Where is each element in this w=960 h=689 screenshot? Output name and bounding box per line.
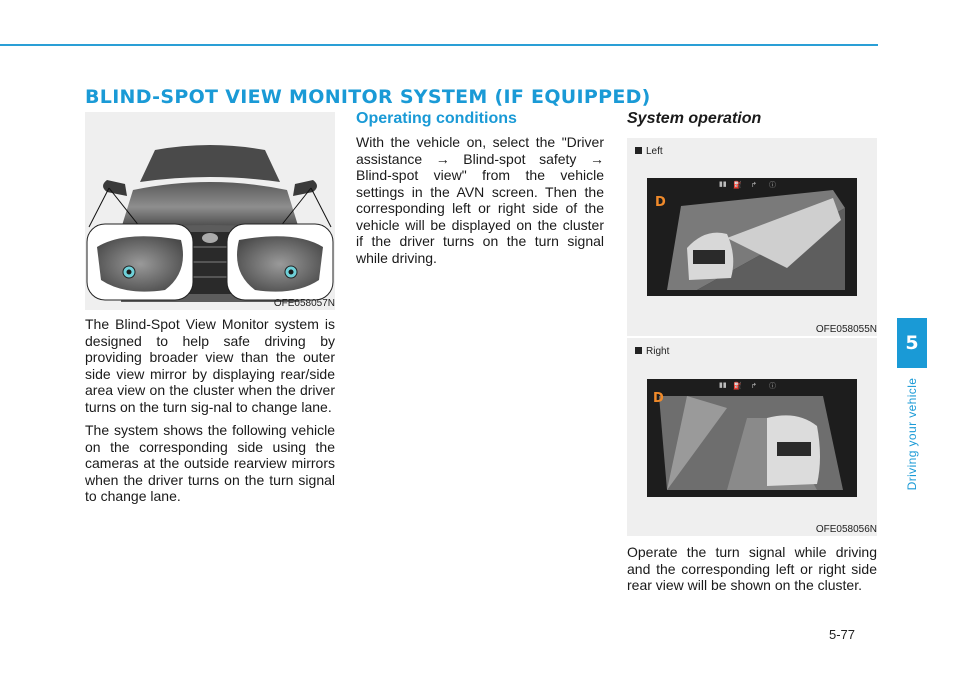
cluster-screen-left — [627, 138, 877, 336]
gear-indicator: D — [655, 195, 666, 210]
figure-caption-right: OFE058056N — [815, 524, 877, 535]
cluster-screen-right — [627, 338, 877, 536]
svg-text:⛽: ⛽ — [733, 382, 742, 390]
left-column-body — [85, 316, 335, 512]
middle-column-body — [356, 134, 604, 273]
svg-text:▮▮: ▮▮ — [719, 180, 727, 188]
figure-caption-car: OFE058057N — [273, 298, 335, 309]
top-rule — [0, 44, 878, 46]
svg-text:↱: ↱ — [751, 382, 757, 390]
paragraph: Operate the turn signal while driving and the corresponding left or right side rear view will be shown on the cluster. — [627, 544, 877, 593]
system-operation-heading: System operation — [627, 110, 762, 127]
chapter-title-vertical: Driving your vehicle — [905, 377, 919, 491]
paragraph: The Blind-Spot View Monitor system is designed to help safe driving by providing broader view than the outer side view mirror by displaying rear/side area view on the cluster when the driver turns on the turn sig-nal to change lane. — [85, 316, 335, 415]
svg-text:⛽: ⛽ — [733, 181, 742, 189]
operating-conditions-heading: Operating conditions — [356, 110, 517, 127]
panel-label: Left — [635, 146, 663, 157]
car-mirror-camera-figure — [85, 112, 335, 310]
figure-caption-left: OFE058055N — [815, 324, 877, 335]
svg-text:▮▮: ▮▮ — [719, 381, 727, 389]
paragraph: The system shows the following vehicle on the corresponding side using the cameras at the outside rearview mirrors when the driver turns on the turn signal to change lane. — [85, 422, 335, 504]
svg-text:ⓘ: ⓘ — [769, 181, 776, 189]
cluster-view-left-figure — [627, 138, 877, 336]
page-title: BLIND-SPOT VIEW MONITOR SYSTEM (IF EQUIPPED) — [85, 86, 651, 108]
paragraph: With the vehicle on, select the "Driver assistance → Blind-spot safety → Blind-spot view" from the vehicle settings in the AVN screen. Then the corresponding left or right side of the vehicle will be displayed on the cluster if the driver turns on the turn signal while driving. — [356, 134, 604, 266]
svg-text:ⓘ: ⓘ — [769, 382, 776, 390]
svg-text:↱: ↱ — [751, 181, 757, 189]
cluster-view-right-figure — [627, 338, 877, 536]
page-number: 5-77 — [829, 627, 856, 642]
right-column-body — [627, 544, 877, 601]
car-illustration — [85, 112, 335, 310]
panel-label: Right — [635, 346, 669, 357]
gear-indicator: D — [653, 391, 664, 406]
chapter-number-tab: 5 — [897, 318, 927, 368]
